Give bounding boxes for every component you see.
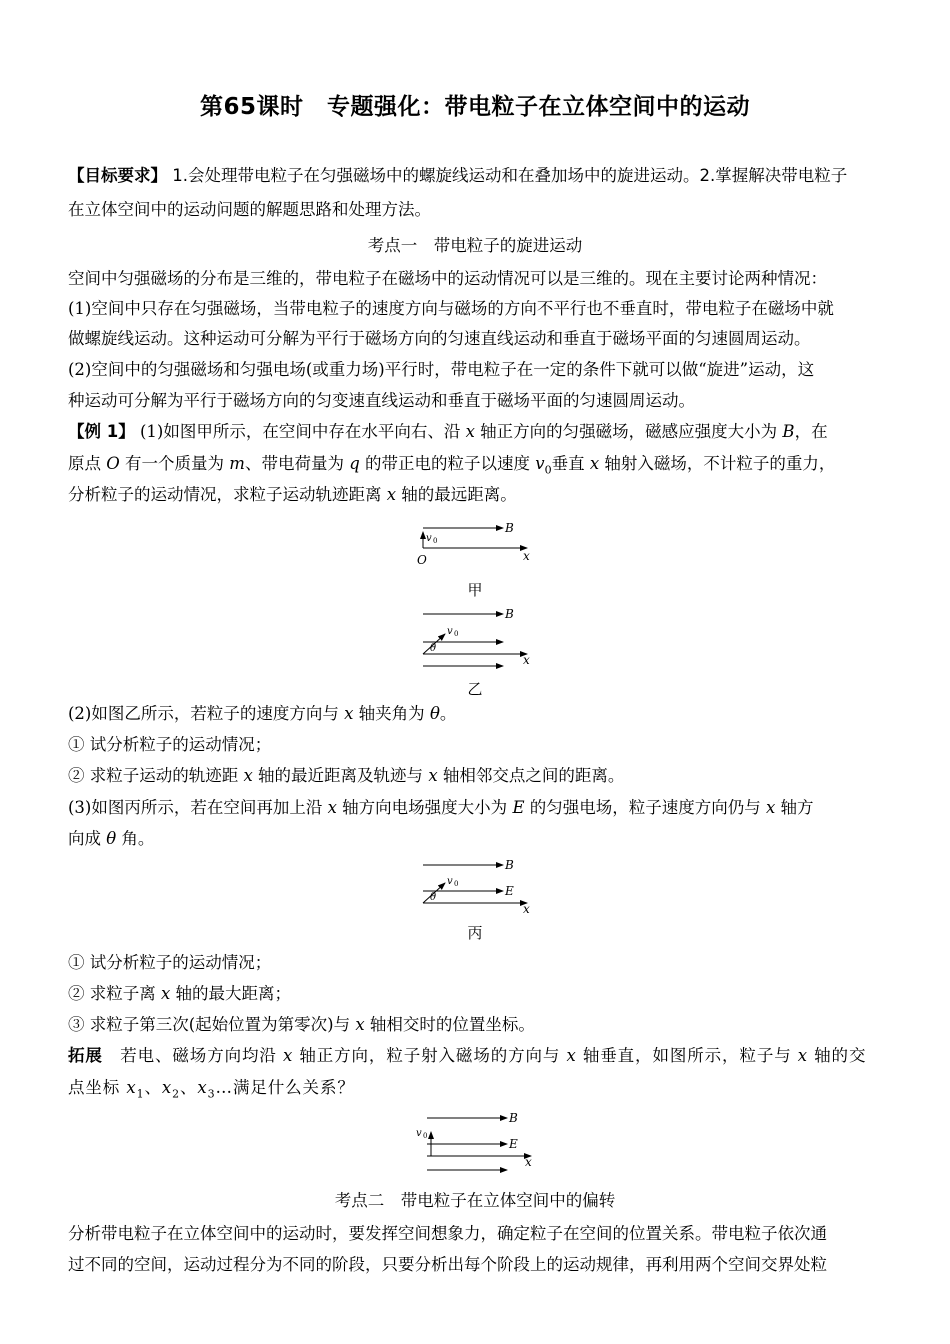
section1-case2-line2: 种运动可分解为平行于磁场方向的匀变速直线运动和垂直于磁场平面的匀速圆周运动。 xyxy=(68,391,695,410)
figure-jia-caption: 甲 xyxy=(467,581,483,599)
figure-jia xyxy=(415,518,545,568)
page-title: 第65课时 专题强化：带电粒子在立体空间中的运动 xyxy=(199,94,750,120)
section1-case1-line2: 做螺旋线运动。这种运动可分解为平行于磁场方向的匀速直线运动和垂直于磁场平面的匀速圆周运动。 xyxy=(68,329,811,348)
label-v-sub: 0 xyxy=(423,1132,428,1140)
example1-line-3: 分析粒子的运动情况，求粒子运动轨迹距离 x 轴的最远距离。 xyxy=(68,485,517,504)
label-x: x xyxy=(523,902,530,916)
question3-part1: ① 试分析粒子的运动情况； xyxy=(68,953,272,972)
label-theta: θ xyxy=(430,892,437,903)
extension-line-1: 拓展 若电、磁场方向均沿 x 轴正方向，粒子射入磁场的方向与 x 轴垂直，如图所示，粒子与 x 轴的交 xyxy=(68,1046,867,1065)
question3-part3: ③ 求粒子第三次(起始位置为第零次)与 x 轴相交时的位置坐标。 xyxy=(68,1015,535,1034)
question3-stem-line2: 向成 θ 角。 xyxy=(68,829,155,848)
figure-yi-caption: 乙 xyxy=(467,680,483,698)
example1-line-1: 【例 1】 (1)如图甲所示，在空间中存在水平向右、沿 x 轴正方向的匀强磁场，磁感应强度大小为 B，在 xyxy=(68,422,828,441)
figure-yi xyxy=(415,604,545,670)
section2-paragraph-line1: 分析带电粒子在立体空间中的运动时，要发挥空间想象力，确定粒子在空间的位置关系。带电粒子依次通 xyxy=(68,1224,827,1243)
label-v: v xyxy=(426,533,432,544)
label-x: x xyxy=(525,1155,532,1169)
label-b: B xyxy=(509,1111,518,1125)
label-theta: θ xyxy=(430,643,437,654)
figure-extension xyxy=(415,1108,545,1174)
extension-line-2: 点坐标 $x_1$、$x_2$、$x_3\dots$满足什么关系？ xyxy=(68,1078,355,1101)
label-v-sub: 0 xyxy=(454,630,459,638)
label-v: v xyxy=(447,876,453,887)
section1-case2-line1: (2)空间中的匀强磁场和匀强电场(或重力场)平行时，带电粒子在一定的条件下就可以做“旋进”运动，这 xyxy=(68,360,815,379)
question2-stem: (2)如图乙所示，若粒子的速度方向与 x 轴夹角为 θ。 xyxy=(68,704,457,723)
example1-tag: 【例 1】 xyxy=(68,422,135,441)
label-e: E xyxy=(505,884,514,898)
objectives-tag: 【目标要求】 xyxy=(68,166,167,185)
question2-part1: ① 试分析粒子的运动情况； xyxy=(68,735,272,754)
question2-part2: ② 求粒子运动的轨迹距 x 轴的最近距离及轨迹与 x 轴相邻交点之间的距离。 xyxy=(68,766,625,785)
section1-case1-line1: (1)空间中只存在匀强磁场，当带电粒子的速度方向与磁场的方向不平行也不垂直时，带电粒子在磁场中就 xyxy=(68,299,834,318)
section1-heading: 考点一 带电粒子的旋进运动 xyxy=(367,236,583,255)
section2-paragraph-line2: 过不同的空间，运动过程分为不同的阶段，只要分析出每个阶段上的运动规律，再利用两个空间交界处粒 xyxy=(68,1255,827,1274)
label-b: B xyxy=(505,521,514,535)
extension-tag: 拓展 xyxy=(68,1046,103,1065)
section1-paragraph: 空间中匀强磁场的分布是三维的，带电粒子在磁场中的运动情况可以是三维的。现在主要讨论两种情况： xyxy=(68,269,827,288)
label-b: B xyxy=(505,607,514,621)
label-v: v xyxy=(447,626,453,637)
label-v-sub: 0 xyxy=(454,880,459,888)
label-v-sub: 0 xyxy=(433,537,438,545)
label-x: x xyxy=(523,549,530,563)
label-b: B xyxy=(505,858,514,872)
figure-bing xyxy=(415,855,545,921)
example1-line-2: 原点 O 有一个质量为 m、带电荷量为 q 的带正电的粒子以速度 $v_0$垂直 x 轴射入磁场，不计粒子的重力， xyxy=(68,454,836,477)
question3-part2: ② 求粒子离 x 轴的最大距离； xyxy=(68,984,292,1003)
label-origin: O xyxy=(417,553,427,567)
objectives-line-2: 在立体空间中的运动问题的解题思路和处理方法。 xyxy=(68,200,431,219)
label-e: E xyxy=(509,1137,518,1151)
figure-bing-caption: 丙 xyxy=(467,924,483,942)
label-v: v xyxy=(416,1128,422,1139)
question3-stem-line1: (3)如图丙所示，若在空间再加上沿 x 轴方向电场强度大小为 E 的匀强电场，粒子速度方向仍与 x 轴方 xyxy=(68,798,814,817)
objectives-line-1: 【目标要求】 1.会处理带电粒子在匀强磁场中的螺旋线运动和在叠加场中的旋进运动。2.掌握解决带电粒子 xyxy=(68,166,848,185)
label-x: x xyxy=(523,653,530,667)
section2-heading: 考点二 带电粒子在立体空间中的偏转 xyxy=(334,1191,616,1210)
